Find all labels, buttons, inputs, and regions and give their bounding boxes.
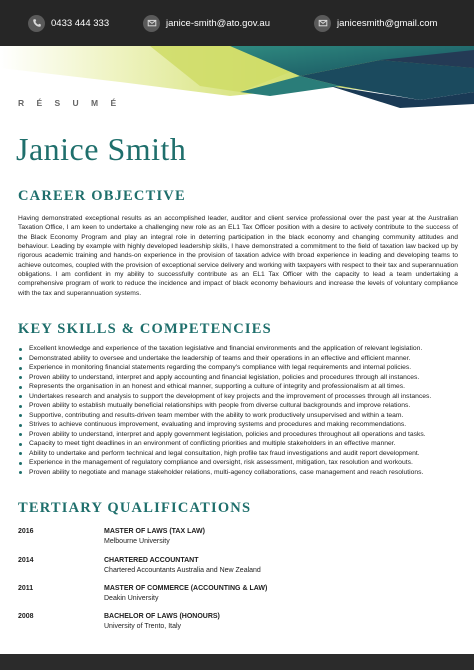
qualifications-heading: TERTIARY QUALIFICATIONS: [18, 500, 252, 516]
qualification-year: 2014: [18, 557, 34, 564]
mail-icon: [143, 15, 160, 32]
qualification-degree: MASTER OF COMMERCE (ACCOUNTING & LAW): [104, 585, 268, 592]
career-objective-text: Having demonstrated exceptional results as an accomplished leader, auditor and client service professional over the past year at the Australian Taxation Office, I am keen to undertake a challenging new role as an EL1 Tax Officer position with a desire to actively contribute to the success of the Black Economy Program and play an integral role in deterring participation in the black economy and changing community attitudes and behaviour. Leading by example with highly developed leadership skills, I have demonstrated a commitment to the field of taxation law backed up by rigorous academic training and hands-on experience in the provision of taxation advice with broad experience in leading and developing teams to achieve outcomes, coupled with the provision of exceptional service delivery and working with taxpayers with respect to their tax and superannuation obligations. I am confident in my ability to successfully contribute as an EL1 Tax Officer with the capacity to lead a team undertaking a comprehensive program of work to reduce the incidence and impact of black economy behaviours and increase the levels of voluntary compliance with the tax and superannuation systems.: [18, 215, 458, 297]
qualification-degree: CHARTERED ACCOUNTANT: [104, 557, 199, 564]
qualification-degree: BACHELOR OF LAWS (HONOURS): [104, 613, 220, 620]
bullet-icon: [19, 348, 22, 351]
list-item: Experience in the management of regulatory compliance and oversight, risk assessment, mitigation, tax resolution and workouts.: [18, 458, 460, 468]
qualification-institution: Melbourne University: [104, 537, 170, 545]
skills-heading: KEY SKILLS & COMPETENCIES: [18, 321, 272, 337]
phone-icon: [28, 15, 45, 32]
list-item: Proven ability to understand, interpret and apply accounting and financial legislation, policies and procedures through all instances.: [18, 373, 460, 383]
contact-bar: [0, 0, 474, 46]
bullet-icon: [19, 395, 22, 398]
list-item: Capacity to meet tight deadlines in an environment of conflicting priorities and multiple stakeholders in an effective manner.: [18, 439, 460, 449]
qualification-year: 2008: [18, 613, 34, 620]
qualification-year: 2011: [18, 585, 34, 592]
qualification-institution: Chartered Accountants Australia and New Zealand: [104, 566, 261, 574]
qualification-institution: Deakin University: [104, 594, 159, 602]
bullet-icon: [19, 405, 22, 408]
skills-list: [18, 344, 460, 477]
list-item: Proven ability to negotiate and manage stakeholder relations, multi-agency collaborations, case management and reach resolutions.: [18, 468, 460, 478]
personal-email: janicesmith@gmail.com: [337, 17, 438, 29]
list-item: Represents the organisation in an honest and ethical manner, supporting a culture of integrity and professionalism at all times.: [18, 382, 460, 392]
bullet-icon: [19, 376, 22, 379]
bullet-icon: [19, 414, 22, 417]
qualification-degree: MASTER OF LAWS (TAX LAW): [104, 528, 205, 535]
contact-personal-email[interactable]: [314, 14, 437, 32]
list-item: Strives to achieve continuous improvement, evaluating and improving systems and procedures and making recommendations.: [18, 420, 460, 430]
list-item: Demonstrated ability to oversee and undertake the leadership of teams and their operations in an effective and efficient manner.: [18, 354, 460, 364]
contact-work-email[interactable]: [143, 14, 270, 32]
bullet-icon: [19, 433, 22, 436]
bullet-icon: [19, 424, 22, 427]
footer-bar: [0, 654, 474, 670]
bullet-icon: [19, 452, 22, 455]
list-item: Proven ability to establish mutually beneficial relationships with people from diverse cultural backgrounds and improve relations.: [18, 401, 460, 411]
bullet-icon: [19, 357, 22, 360]
qualification-institution: University of Trento, Italy: [104, 622, 182, 630]
list-item: Supportive, contributing and results-driven team member with the ability to work productively unsupervised and within a team.: [18, 411, 460, 421]
career-objective-heading: CAREER OBJECTIVE: [18, 188, 186, 204]
mail-icon: [314, 15, 331, 32]
candidate-name: Janice Smith: [16, 131, 187, 167]
bullet-icon: [19, 443, 22, 446]
list-item: Proven ability to understand, interpret and apply government legislation, policies and procedures throughout all operations and tasks.: [18, 430, 460, 440]
list-item: Ability to undertake and perform technical and legal consultation, high profile tax fraud investigations and audit report development.: [18, 449, 460, 459]
list-item: Experience in monitoring financial statements regarding the company's compliance with legal requirements and internal policies.: [18, 363, 460, 373]
phone-number: 0433 444 333: [51, 17, 110, 29]
bullet-icon: [19, 471, 22, 474]
resume-label: R É S U M É: [18, 98, 122, 108]
bullet-icon: [19, 462, 22, 465]
list-item: Undertakes research and analysis to support the development of key projects and the improvement of processes through all instances.: [18, 392, 460, 402]
list-item: Excellent knowledge and experience of the taxation legislative and financial environments and the application of relevant legislation.: [18, 344, 460, 354]
contact-phone[interactable]: [28, 14, 109, 32]
qualification-year: 2016: [18, 528, 34, 535]
bullet-icon: [19, 386, 22, 389]
work-email: janice-smith@ato.gov.au: [166, 17, 270, 29]
bullet-icon: [19, 367, 22, 370]
